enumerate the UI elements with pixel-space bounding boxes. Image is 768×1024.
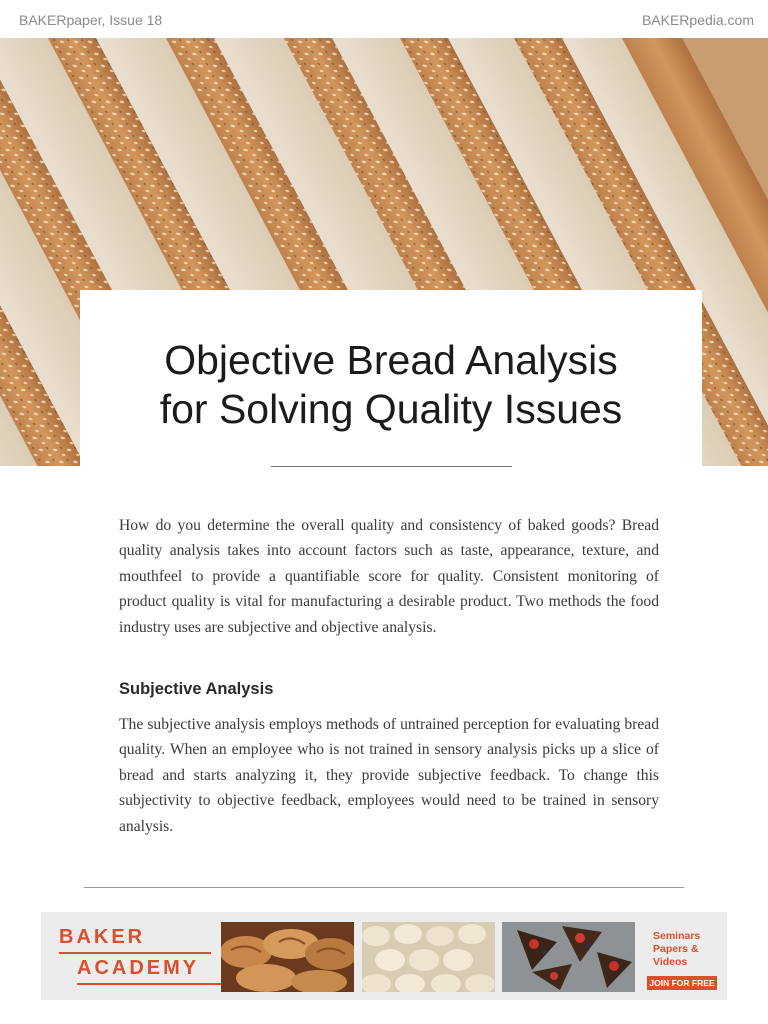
logo-word-baker: BAKER: [59, 926, 146, 948]
ad-tagline: Seminars Papers & Videos: [653, 930, 701, 968]
title-line-2: for Solving Quality Issues: [159, 386, 623, 432]
title-card: [80, 290, 702, 466]
dough-balls-photo: [362, 922, 495, 992]
article-title: [80, 336, 702, 434]
logo-word-academy: ACADEMY: [77, 957, 200, 979]
logo-rule-top: [59, 952, 211, 954]
baker-academy-banner[interactable]: [41, 912, 727, 1000]
fruit-tart-slices-photo: [502, 922, 635, 992]
page-header: [0, 0, 768, 38]
title-line-1: Objective Bread Analysis: [164, 337, 618, 383]
section-paragraph: The subjective analysis employs methods of untrained perception for evaluating bread quality. When an employee who is not trained in sensory analysis picks up a slice of bread and starts analyzing it, they provide subjective feedback. To change this subjectivity to objective feedback, employees would need to be trained in sensory analysis.: [119, 716, 659, 835]
publication-issue: BAKERpaper, Issue 18: [19, 12, 163, 28]
section-heading: Subjective Analysis: [119, 680, 274, 698]
logo-rule-bottom: [77, 983, 227, 985]
baker-academy-logo: [59, 926, 219, 986]
site-name: BAKERpedia.com: [641, 12, 754, 28]
title-divider: [271, 466, 512, 467]
footer-divider: [84, 887, 684, 888]
intro-paragraph: How do you determine the overall quality and consistency of baked goods? Bread quality analysis takes into account factors such as taste, appearance, texture, and mouthfeel to provide a quantifiable score for quality. Consistent monitoring of product quality is vital for manufacturing a desirable product. Two methods the food industry uses are subjective and objective analysis.: [119, 517, 659, 636]
croissants-photo: [221, 922, 354, 992]
join-for-free-button[interactable]: JOIN FOR FREE: [647, 976, 717, 990]
